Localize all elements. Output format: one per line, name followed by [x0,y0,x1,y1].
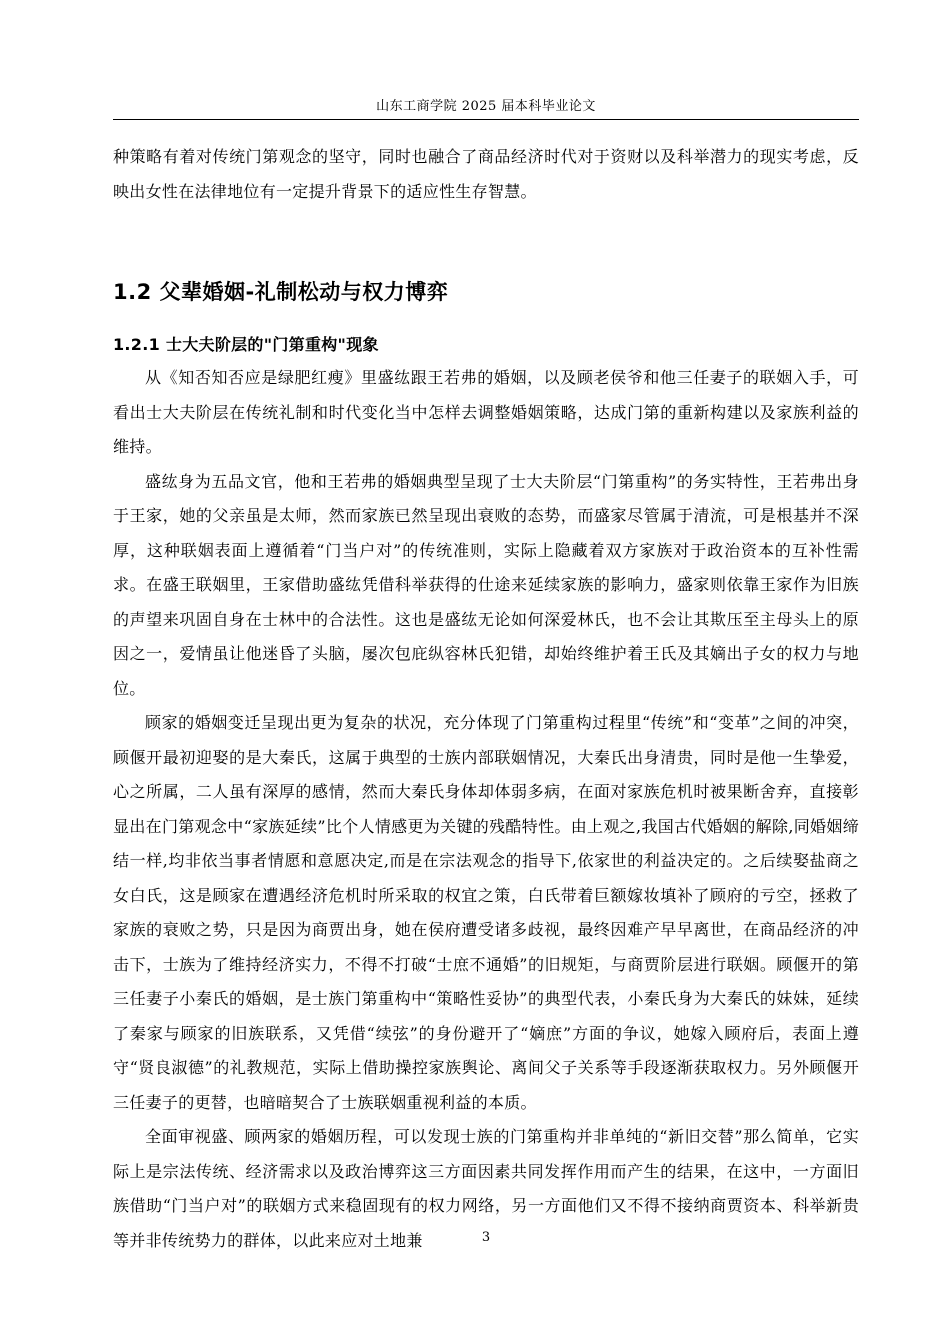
header-rule [113,119,859,120]
section-heading: 1.2 父辈婚姻-礼制松动与权力博弈 [113,280,449,304]
subsection-heading: 1.2.1 士大夫阶层的"门第重构"现象 [113,335,379,354]
page-body [113,140,859,1258]
body-paragraph: 从《知否知否应是绿肥红瘦》里盛纮跟王若弗的婚姻，以及顾老侯爷和他三任妻子的联姻入手，可看出士大夫阶层在传统礼制和时代变化当中怎样去调整婚姻策略，达成门第的重新构建以及家族利益的维持。 [113,368,859,456]
carryover-paragraph: 种策略有着对传统门第观念的坚守，同时也融合了商品经济时代对于资财以及科举潜力的现实考虑，反映出女性在法律地位有一定提升背景下的适应性生存智慧。 [113,147,859,201]
body-paragraph: 盛纮身为五品文官，他和王若弗的婚姻典型呈现了士大夫阶层“门第重构”的务实特性，王若弗出身于王家，她的父亲虽是太师，然而家族已然呈现出衰败的态势，而盛家尽管属于清流，可是根基并不深厚，这种联姻表面上遵循着“门当户对”的传统准则，实际上隐藏着双方家族对于政治资本的互补性需求。在盛王联姻里，王家借助盛纮凭借科举获得的仕途来延续家族的影响力，盛家则依靠王家作为旧族的声望来巩固自身在士林中的合法性。这也是盛纮无论如何深爱林氏，也不会让其欺压至主母头上的原因之一，爱情虽让他迷昏了头脑，屡次包庇纵容林氏犯错，却始终维护着王氏及其嫡出子女的权力与地位。 [113,471,859,698]
body-paragraph: 全面审视盛、顾两家的婚姻历程，可以发现士族的门第重构并非单纯的“新旧交替”那么简单，它实际上是宗法传统、经济需求以及政治博弈这三方面因素共同发挥作用而产生的结果，在这中，一方面旧族借助“门当户对”的联姻方式来稳固现有的权力网络，另一方面他们又不得不接纳商贾资本、科举新贵等并非传统势力的群体，以此来应对土地兼 [113,1127,859,1250]
body-paragraph: 顾家的婚姻变迁呈现出更为复杂的状况，充分体现了门第重构过程里“传统”和“变革”之间的冲突，顾偃开最初迎娶的是大秦氏，这属于典型的士族内部联姻情况，大秦氏出身清贵，同时是他一生挚爱，心之所属，二人虽有深厚的感情，然而大秦氏身体却体弱多病，在面对家族危机时被果断舍弃，直接彰显出在门第观念中“家族延续”比个人情感更为关键的残酷特性。由上观之,我国古代婚姻的解除,同婚姻缔结一样,均非依当事者情愿和意愿决定,而是在宗法观念的指导下,依家世的利益决定的。之后续娶盐商之女白氏，这是顾家在遭遇经济危机时所采取的权宜之策，白氏带着巨额嫁妆填补了顾府的亏空，拯救了家族的衰败之势，只是因为商贾出身，她在侯府遭受诸多歧视，最终因难产早早离世，在商品经济的冲击下，士族为了维持经济实力，不得不打破“士庶不通婚”的旧规矩，与商贾阶层进行联姻。顾偃开的第三任妻子小秦氏的婚姻，是士族门第重构中“策略性妥协”的典型代表，小秦氏身为大秦氏的妹妹，延续了秦家与顾家的旧族联系，又凭借“续弦”的身份避开了“嫡庶”方面的争议，她嫁入顾府后，表面上遵守“贤良淑德”的礼教规范，实际上借助操控家族舆论、离间父子关系等手段逐渐获取权力。另外顾偃开三任妻子的更替，也暗暗契合了士族联姻重视利益的本质。 [113,713,859,1112]
running-header: 山东工商学院 2025 届本科毕业论文 [376,99,596,114]
page-number: 3 [481,1230,491,1245]
